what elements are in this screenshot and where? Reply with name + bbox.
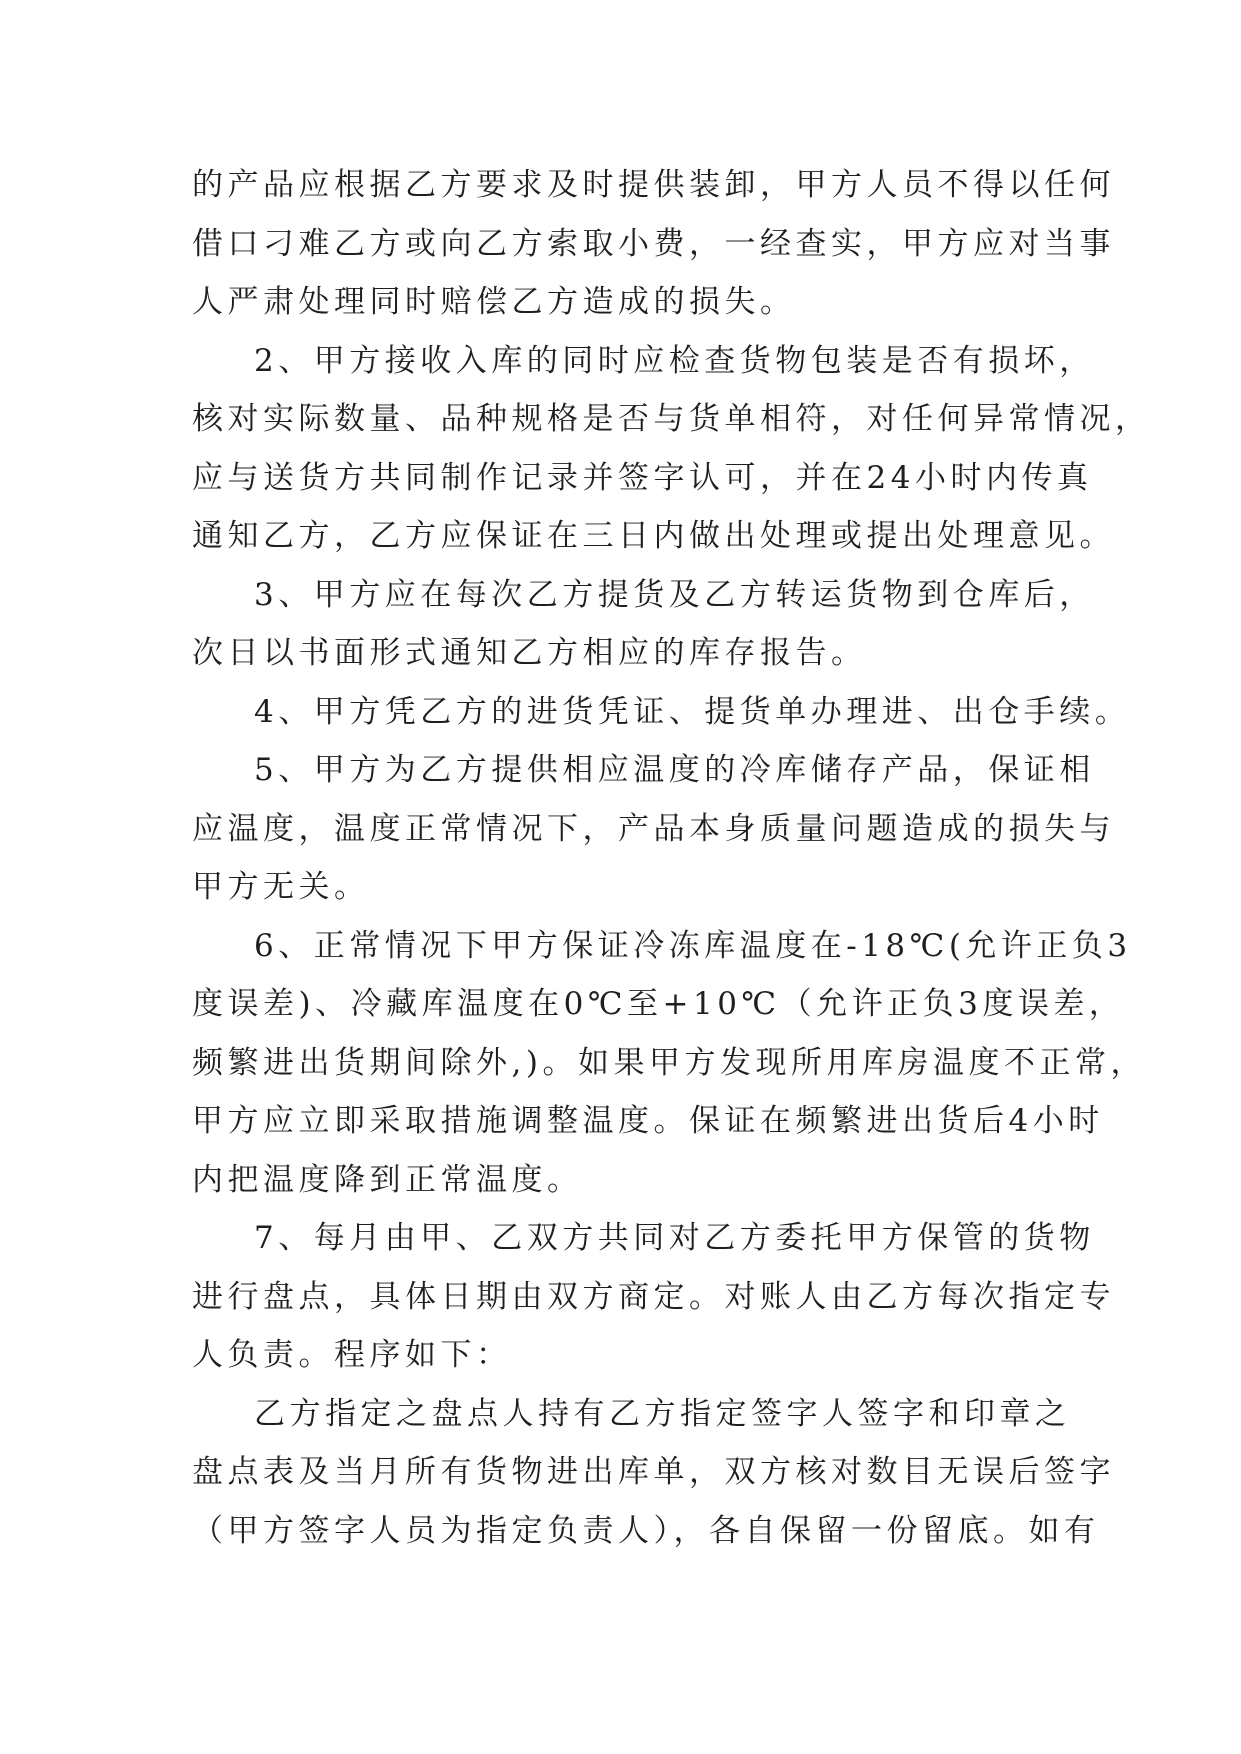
text-line: 进行盘点，具体日期由双方商定。对账人由乙方每次指定专 [192,1278,1115,1315]
text-line: 频繁进出货期间除外,)。如果甲方发现所用库房温度不正常， [192,1044,1146,1081]
text-line: 借口刁难乙方或向乙方索取小费，一经查实，甲方应对当事 [192,225,1115,262]
text-line: 通知乙方，乙方应保证在三日内做出处理或提出处理意见。 [192,518,1115,554]
text-line: 人严肃处理同时赔偿乙方造成的损失。 [192,284,796,320]
text-line: 人负责。程序如下： [192,1337,512,1373]
text-line: 应温度，温度正常情况下，产品本身质量问题造成的损失与 [192,810,1115,847]
text-line: 乙方指定之盘点人持有乙方指定签字人签字和印章之 [254,1395,1071,1432]
text-line: 核对实际数量、品种规格是否与货单相符，对任何异常情况， [192,401,1151,437]
text-line: 内把温度降到正常温度。 [192,1161,583,1198]
text-line: （甲方签字人员为指定负责人），各自保留一份留底。如有 [192,1512,1100,1549]
text-line: 次日以书面形式通知乙方相应的库存报告。 [192,635,867,671]
text-line: 应与送货方共同制作记录并签字认可，并在24小时内传真 [192,459,1093,496]
text-line: 4、甲方凭乙方的进货凭证、提货单办理进、出仓手续。 [254,693,1131,730]
text-line: 盘点表及当月所有货物进出库单，双方核对数目无误后签字 [192,1454,1115,1490]
text-line: 甲方无关。 [192,869,370,905]
text-line: 7、每月由甲、乙双方共同对乙方委托甲方保管的货物 [254,1220,1095,1256]
text-line: 3、甲方应在每次乙方提货及乙方转运货物到仓库后， [254,576,1095,613]
text-line: 的产品应根据乙方要求及时提供装卸，甲方人员不得以任何 [192,167,1115,203]
text-line: 度误差)、冷藏库温度在0℃至+10℃（允许正负3度误差， [192,986,1125,1022]
text-line: 6、正常情况下甲方保证冷冻库温度在-18℃(允许正负3 [254,927,1132,964]
text-line: 5、甲方为乙方提供相应温度的冷库储存产品，保证相 [254,752,1095,788]
text-line: 2、甲方接收入库的同时应检查货物包装是否有损坏， [254,342,1095,379]
text-line: 甲方应立即采取措施调整温度。保证在频繁进出货后4小时 [192,1103,1104,1139]
document-body [192,156,1151,1560]
